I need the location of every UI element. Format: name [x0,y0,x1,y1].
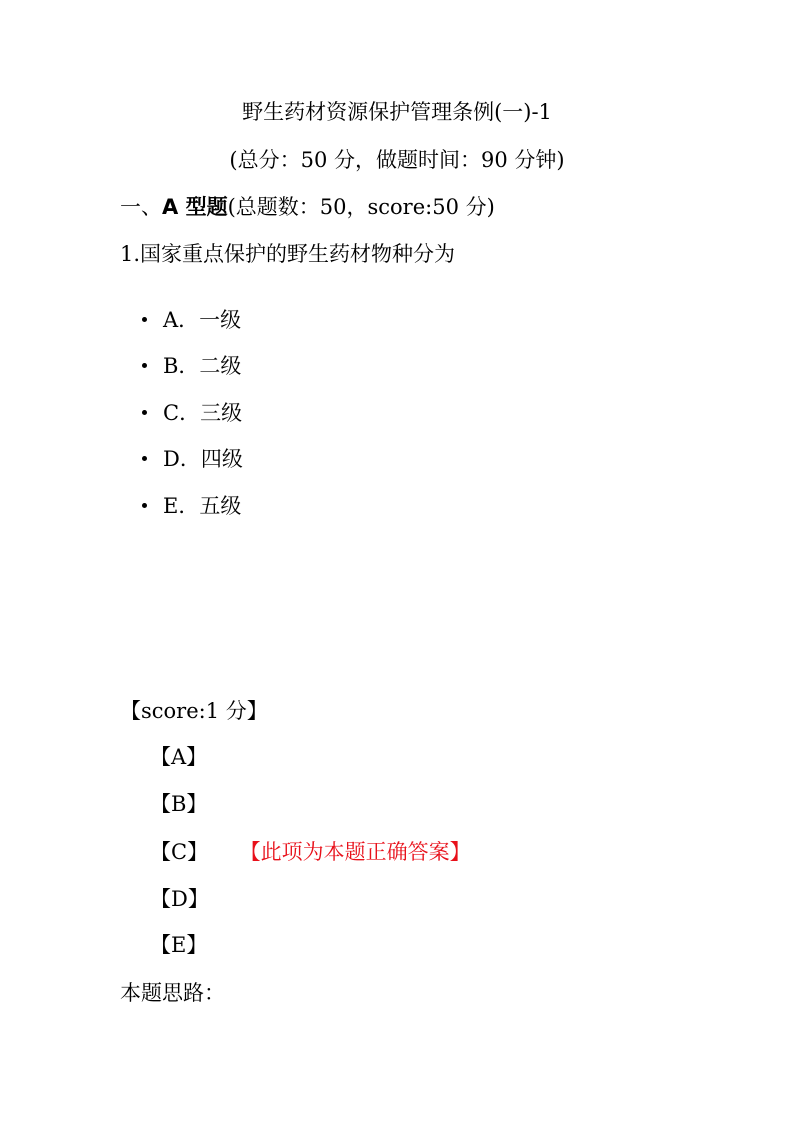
answer-choice-e [150,931,207,959]
bullet-icon [142,503,147,508]
answer-choice-label: 【C】 [150,840,209,864]
option-d [142,445,243,473]
score-label: 【score:1 分】 [120,699,268,723]
option-e [142,492,241,520]
correct-answer-note: 【此项为本题正确答案】 [250,840,471,864]
bullet-icon [142,317,147,322]
document-subtitle: (总分：50 分，做题时间：90 分钟) [229,148,565,172]
answer-choice-label: 【B】 [150,792,208,816]
section-type: A 型题 [162,195,228,219]
question-text: 1.国家重点保护的野生药材物种分为 [120,242,456,266]
option-label: E．五级 [163,494,242,518]
document-title: 野生药材资源保护管理条例(一)-1 [242,100,552,124]
answer-choice-a [150,743,207,771]
section-prefix: 一、 [120,195,162,219]
section-info: (总题数：50，score:50 分) [227,195,495,219]
bullet-icon [142,456,147,461]
section-heading [120,193,495,221]
answer-choice-c [150,838,471,866]
option-label: B．二级 [163,354,242,378]
answer-choice-d [150,885,209,913]
option-label: C．三级 [163,401,243,425]
option-c [142,399,242,427]
bullet-icon [142,410,147,415]
answer-choice-label: 【E】 [150,933,208,957]
answer-choice-b [150,790,207,818]
bullet-icon [142,363,147,368]
explanation-label: 本题思路： [120,981,225,1005]
answer-choice-label: 【A】 [150,745,208,769]
answer-choice-label: 【D】 [150,887,209,911]
option-label: A．一级 [163,308,242,332]
option-a [142,306,241,334]
option-b [142,352,241,380]
option-label: D．四级 [163,447,243,471]
